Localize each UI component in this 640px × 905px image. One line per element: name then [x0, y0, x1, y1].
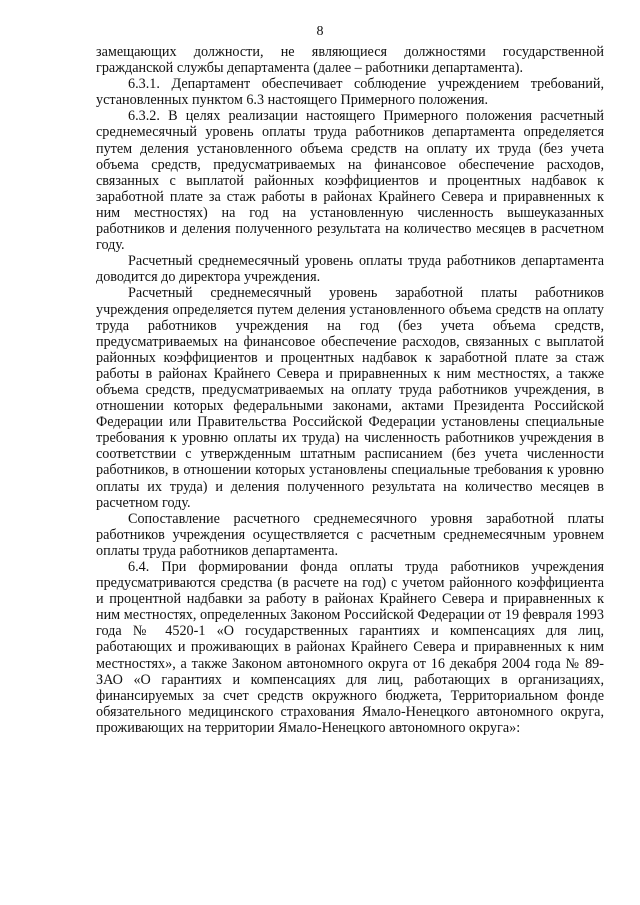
paragraph-6-3-1: 6.3.1. Департамент обеспечивает соблюдение учреждением требований, установленных пунктом 6.3 настоящего Примерного положения. — [96, 76, 604, 109]
paragraph-continuation: замещающих должности, не являющиеся должностями государственной гражданской службы департамента (далее – работники департамента). — [96, 44, 604, 77]
paragraph-institution-level: Расчетный среднемесячный уровень заработной платы работников учреждения определяется путем деления установленного объема средств на оплату труда работников учреждения на год (без учета объема средств, предусматриваемых на финансовое обеспечение расходов, связанных с выплатой районных коэффициентов и процентных надбавок к заработной плате за стаж работы в районах Крайнего Севера и приравненных к ним местностях, а также объема средств, предусматриваемых на оплату труда работников учреждения, в отношении которых федеральными законами, актами Президента Российской Федерации или Правительства Российской Федерации установлены специальные требования к уровню оплаты их труда) на численность работников учреждения в соответствии с утвержденным штатным расписанием (без учета численности работников, в отношении которых установлены специальные требования к уровню оплаты их труда) и деления полученного результата на количество месяцев в расчетном году. — [96, 285, 604, 511]
paragraph-director: Расчетный среднемесячный уровень оплаты труда работников департамента доводится до директора учреждения. — [96, 253, 604, 286]
page-number: 8 — [316, 24, 324, 39]
paragraph-6-3-2: 6.3.2. В целях реализации настоящего Примерного положения расчетный среднемесячный уровень оплаты труда работников департамента определяется путем деления установленного объема средств на оплату их труда (без учета объема средств, предусматриваемых на финансовое обеспечение расходов, связанных с выплатой районных коэффициентов и процентных надбавок к заработной плате за стаж работы в районах Крайнего Севера и приравненных к ним местностях) на год на установленную численность вышеуказанных работников и деления полученного результата на количество месяцев в расчетном году. — [96, 108, 604, 254]
paragraph-6-4: 6.4. При формировании фонда оплаты труда работников учреждения предусматриваются средства (в расчете на год) с учетом районного коэффициента и процентной надбавки за работу в районах Крайнего Севера и приравненных к ним местностях, определенных Законом Российской Федерации от 19 февраля 1993 года № 4520-1 «О государственных гарантиях и компенсациях для лиц, работающих и проживающих в районах Крайнего Севера и приравненных к ним местностях», а также Законом автономного округа от 16 декабря 2004 года № 89-ЗАО «О гарантиях и компенсациях для лиц, работающих в организациях, финансируемых за счет средств окружного бюджета, Территориальном фонде обязательного медицинского страхования Ямало-Ненецкого автономного округа, проживающих на территории Ямало-Ненецкого автономного округа»: — [96, 559, 604, 736]
paragraph-comparison: Сопоставление расчетного среднемесячного уровня заработной платы работников учреждения осуществляется с расчетным среднемесячным уровнем оплаты труда работников департамента. — [96, 510, 604, 559]
document-body — [96, 44, 604, 736]
